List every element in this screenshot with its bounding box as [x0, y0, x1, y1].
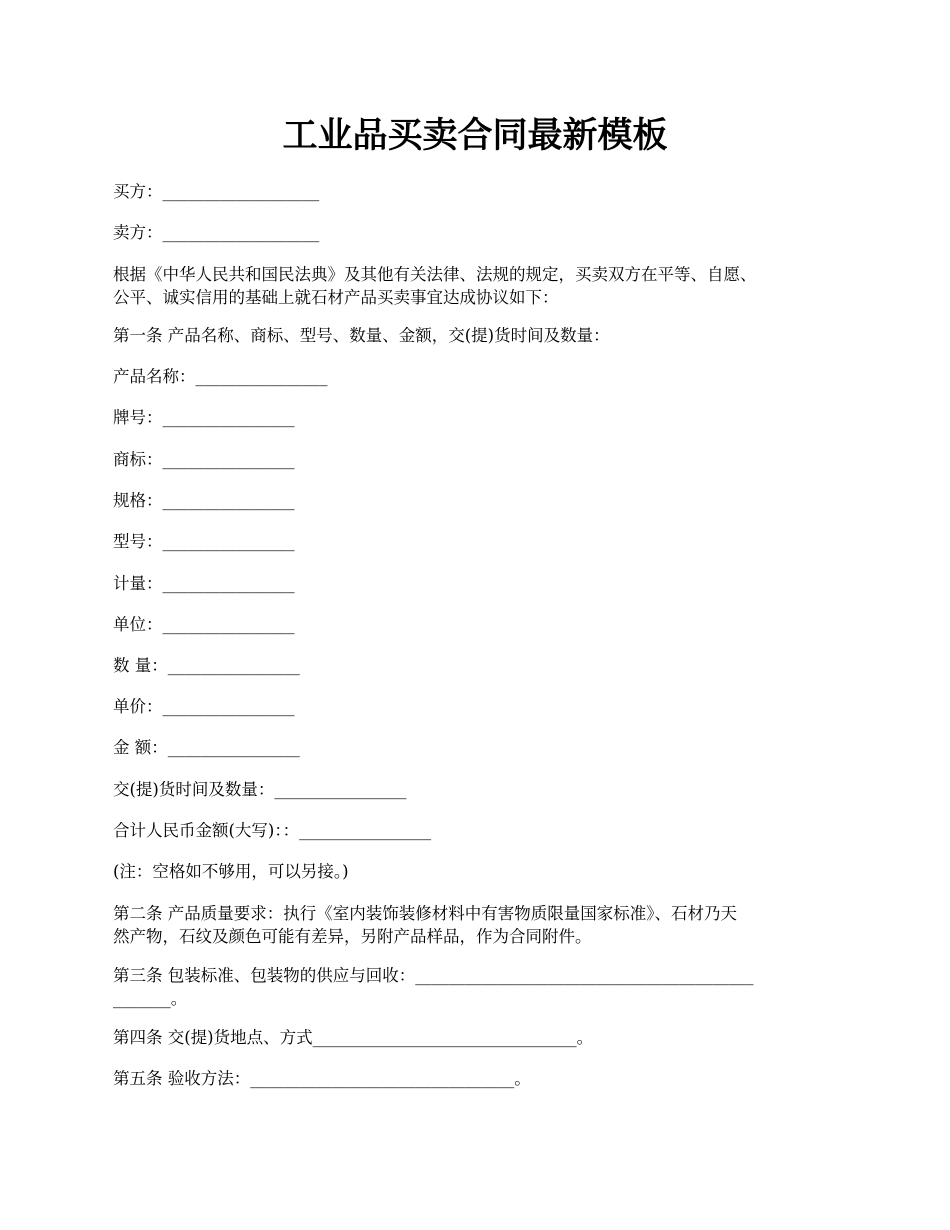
delivery-time-field: 交(提)货时间及数量：________________ [113, 780, 407, 799]
intro-line-1: 根据《中华人民共和国民法典》及其他有关法律、法规的规定，买卖双方在平等、自愿、 [113, 265, 757, 284]
unit-field: 单位：________________ [113, 615, 295, 634]
product-name-field: 产品名称：________________ [113, 367, 328, 386]
article-2-line-2: 然产物，石纹及颜色可能有差异，另附产品样品，作为合同附件。 [113, 927, 592, 946]
article-5-line: 第五条 验收方法：________________________________。 [113, 1069, 531, 1088]
trademark-field: 商标：________________ [113, 450, 295, 469]
intro-line-2: 公平、诚实信用的基础上就石材产品买卖事宜达成协议如下： [113, 288, 559, 307]
article-2-paragraph [113, 902, 843, 948]
model-field: 型号：________________ [113, 532, 295, 551]
article-1-heading: 第一条 产品名称、商标、型号、数量、金额，交(提)货时间及数量： [113, 326, 610, 345]
article-3-line-2: _______。 [113, 989, 188, 1008]
document-title: 工业品买卖合同最新模板 [282, 115, 668, 156]
note-line: (注：空格如不够用，可以另接。) [113, 862, 349, 881]
article-3-line-1: 第三条 包装标准、包装物的供应与回收：_________________________________________ [113, 966, 754, 985]
article-3-paragraph [113, 964, 843, 1010]
specification-field: 规格：________________ [113, 491, 295, 510]
unit-price-field: 单价：________________ [113, 697, 295, 716]
intro-paragraph [113, 263, 843, 309]
measurement-field: 计量：________________ [113, 574, 295, 593]
buyer-line: 买方：___________________ [113, 182, 320, 201]
seller-line: 卖方：___________________ [113, 223, 320, 242]
brand-number-field: 牌号：________________ [113, 408, 295, 427]
article-4-line: 第四条 交(提)货地点、方式________________________________。 [113, 1028, 594, 1047]
article-2-line-1: 第二条 产品质量要求：执行《室内装饰装修材料中有害物质限量国家标准》、石材乃天 [113, 904, 737, 923]
total-rmb-field: 合计人民币金额(大写)：：________________ [113, 821, 432, 840]
quantity-field: 数 量：________________ [113, 656, 300, 675]
amount-field: 金 额：________________ [113, 738, 300, 757]
